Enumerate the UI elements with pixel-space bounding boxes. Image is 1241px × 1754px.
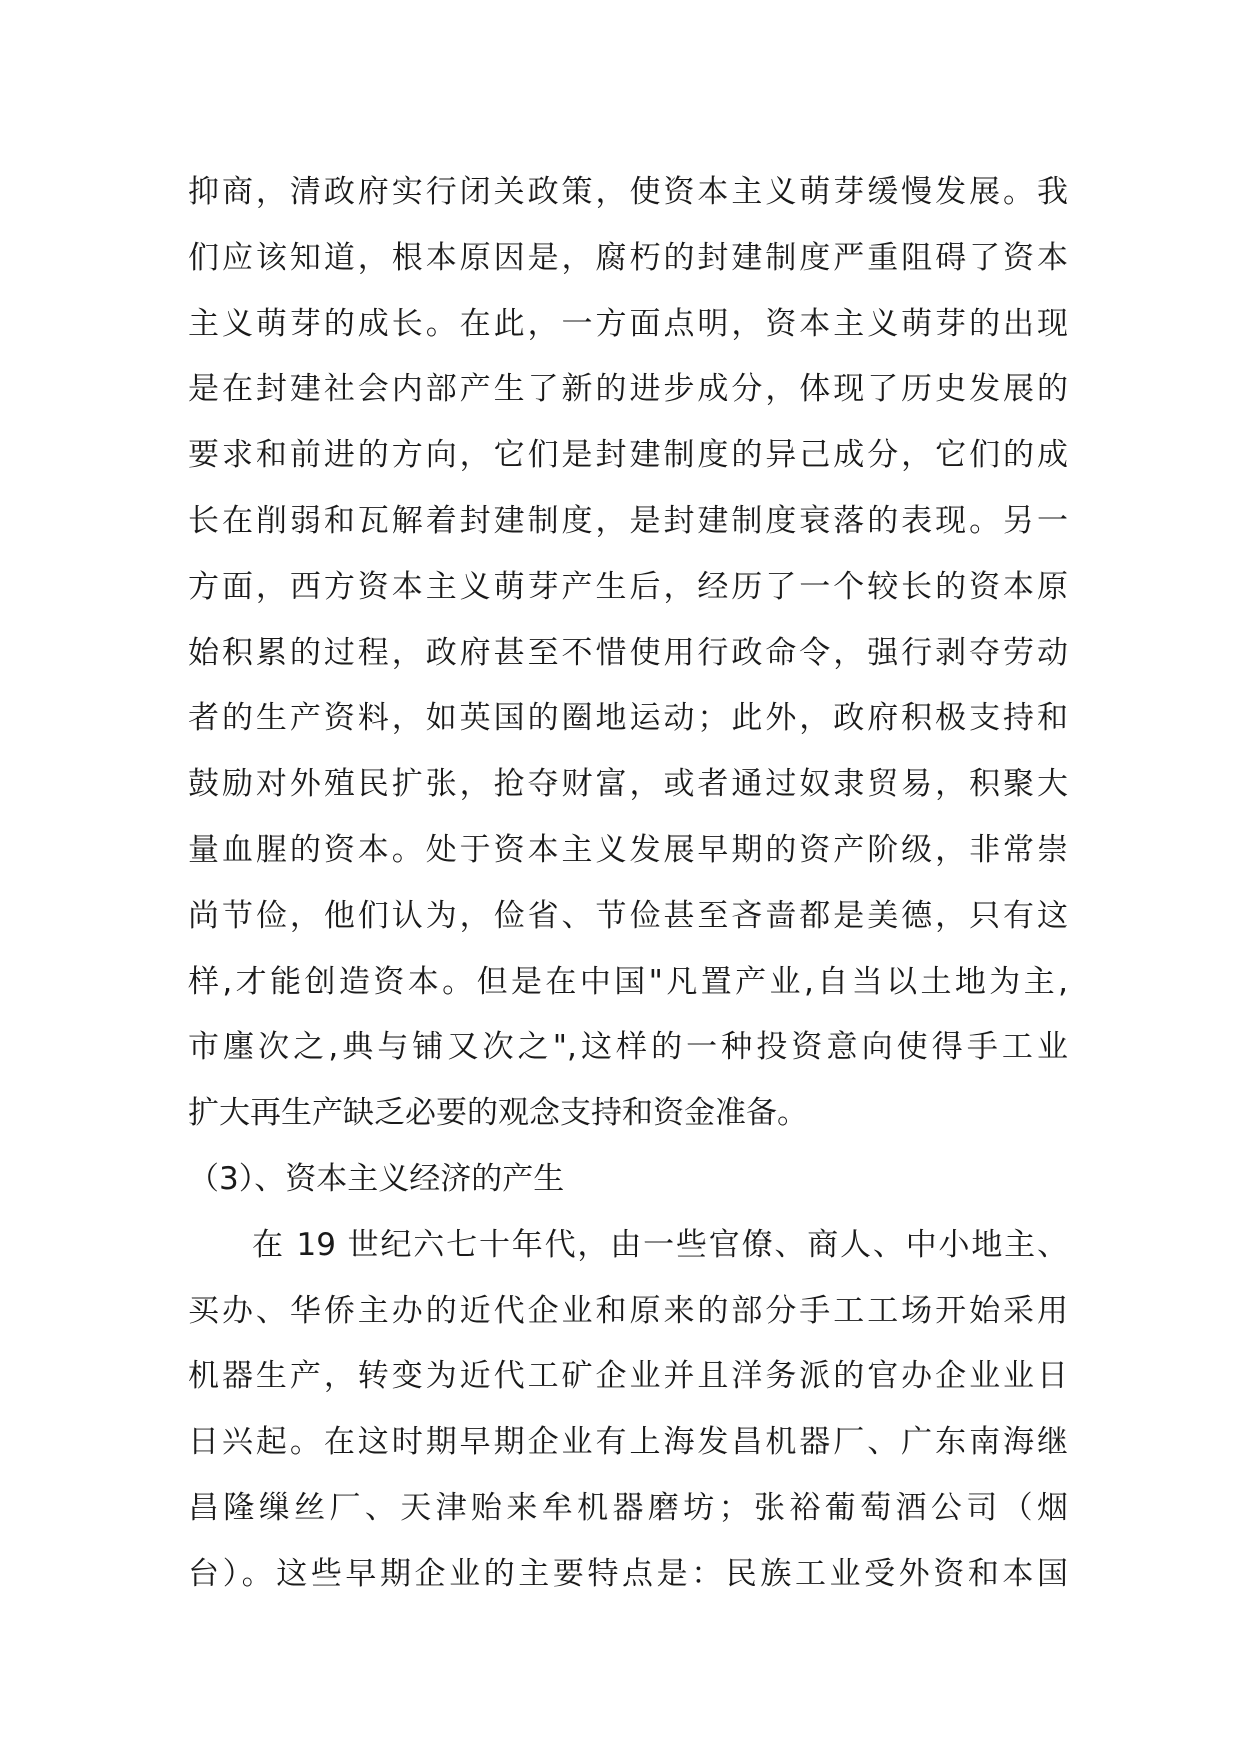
text-line: 长在削弱和瓦解着封建制度，是封建制度衰落的表现。另一 xyxy=(188,502,1068,539)
text-line: 们应该知道，根本原因是，腐朽的封建制度严重阻碍了资本 xyxy=(188,239,1068,276)
text-line: 者的生产资料，如英国的圈地运动；此外，政府积极支持和 xyxy=(188,700,1068,737)
text-line: 鼓励对外殖民扩张，抢夺财富，或者通过奴隶贸易，积聚大 xyxy=(188,766,1068,803)
text-line: 主义萌芽的成长。在此，一方面点明，资本主义萌芽的出现 xyxy=(188,305,1068,342)
text-line: 要求和前进的方向，它们是封建制度的异己成分，它们的成 xyxy=(188,437,1068,474)
text-line: 机器生产，转变为近代工矿企业并且洋务派的官办企业业日 xyxy=(188,1358,1068,1395)
text-line: 是在封建社会内部产生了新的进步成分，体现了历史发展的 xyxy=(188,371,1068,408)
text-line: 始积累的过程，政府甚至不惜使用行政命令，强行剥夺劳动 xyxy=(188,634,1068,671)
text-line: 量血腥的资本。处于资本主义发展早期的资产阶级，非常崇 xyxy=(188,831,1068,868)
text-line: 抑商，清政府实行闭关政策，使资本主义萌芽缓慢发展。我 xyxy=(188,174,1068,210)
body-text xyxy=(188,160,1068,1608)
section-heading: （3）、资本主义经济的产生 xyxy=(188,1160,565,1197)
text-line: 日兴起。在这时期早期企业有上海发昌机器厂、广东南海继 xyxy=(188,1424,1068,1461)
text-line: 方面，西方资本主义萌芽产生后，经历了一个较长的资本原 xyxy=(188,568,1068,605)
text-line: 昌隆缫丝厂、天津贻来牟机器磨坊；张裕葡萄酒公司（烟 xyxy=(188,1489,1068,1526)
text-line: 尚节俭，他们认为，俭省、节俭甚至吝啬都是美德，只有这 xyxy=(188,897,1068,934)
text-line: 样,才能创造资本。但是在中国"凡置产业,自当以土地为主, xyxy=(188,963,1068,1000)
text-line: 买办、华侨主办的近代企业和原来的部分手工工场开始采用 xyxy=(188,1292,1068,1329)
text-line: 在 19 世纪六七十年代，由一些官僚、商人、中小地主、 xyxy=(252,1226,1068,1263)
text-line: 扩大再生产缺乏必要的观念支持和资金准备。 xyxy=(188,1095,808,1132)
text-line: 台）。这些早期企业的主要特点是：民族工业受外资和本国 xyxy=(188,1555,1068,1592)
text-line: 市廛次之,典与铺又次之",这样的一种投资意向使得手工业 xyxy=(188,1029,1068,1066)
